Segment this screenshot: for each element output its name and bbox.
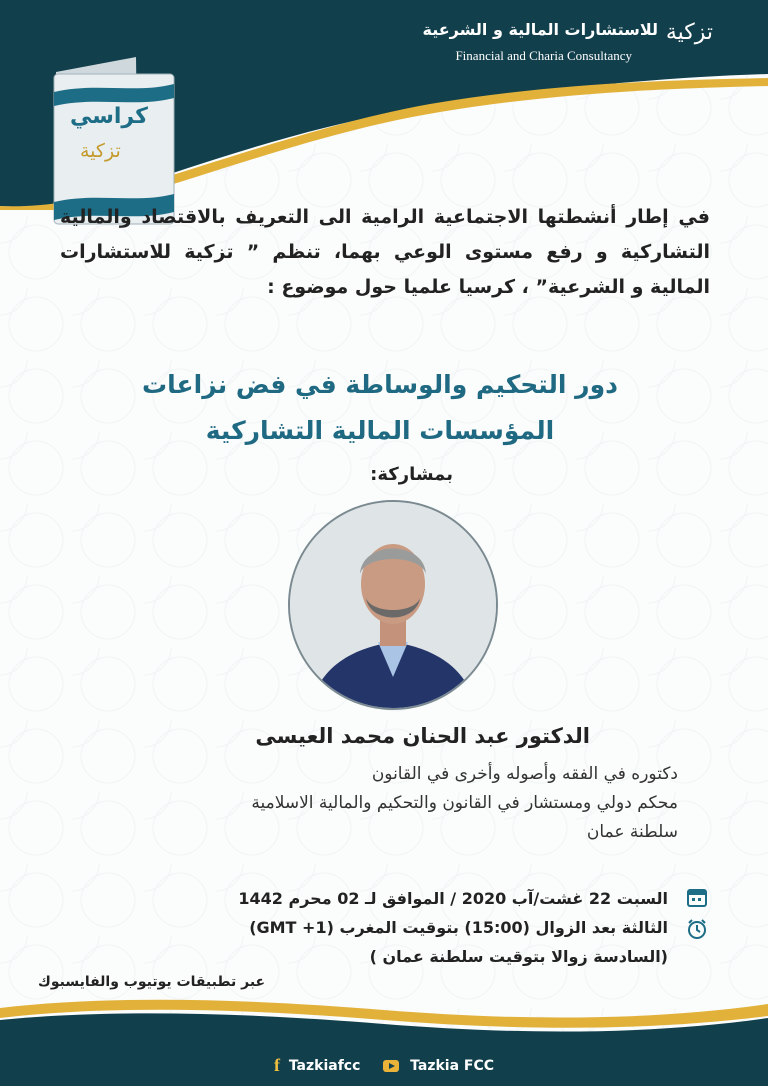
- alarm-clock-icon: [686, 918, 708, 940]
- event-time-oman: (السادسة زوالا بتوقيت سلطنة عمان ): [369, 947, 668, 966]
- youtube-icon[interactable]: [383, 1060, 399, 1072]
- book-subtitle: تزكية: [80, 140, 121, 162]
- topic-title: [80, 362, 680, 454]
- intro-paragraph: في إطار أنشطتها الاجتماعية الرامية الى التعريف بالاقتصاد والمالية التشاركية و رفع مستوى الوعي بهما، تنظم ” تزكية للاستشارات المالية و الشرعية” ، كرسيا علميا حول موضوع :: [60, 206, 710, 298]
- speaker-name: الدكتور عبد الحنان محمد العيسى: [255, 724, 590, 748]
- bio-line: محكم دولي ومستشار في القانون والتحكيم والمالية الاسلامية: [251, 793, 678, 813]
- speaker-photo: [288, 500, 498, 710]
- brand-arabic: للاستشارات المالية و الشرعية: [422, 20, 658, 39]
- book-title: كراسي: [70, 104, 148, 129]
- topic-line-2: المؤسسات المالية التشاركية: [205, 416, 555, 445]
- speaker-bio: [78, 760, 678, 847]
- broadcast-platforms: عبر تطبيقات يوتيوب والفايسبوك: [38, 974, 266, 990]
- youtube-handle[interactable]: Tazkia FCC: [410, 1057, 495, 1074]
- event-date: السبت 22 غشت/آب 2020 / الموافق لـ 02 محرم 1442: [238, 889, 668, 908]
- topic-line-1: دور التحكيم والوساطة في فض نزاعات: [142, 370, 618, 399]
- participation-label: بمشاركة:: [370, 464, 453, 485]
- calendar-icon: [686, 886, 708, 908]
- schedule: [108, 884, 668, 971]
- brand-english: Financial and Charia Consultancy: [455, 48, 632, 63]
- bio-line: سلطنة عمان: [586, 822, 678, 842]
- event-time: الثالثة بعد الزوال (15:00) بتوقيت المغرب (GMT +1): [249, 918, 668, 937]
- logo: تزكية: [665, 20, 713, 45]
- facebook-icon[interactable]: f: [273, 1055, 280, 1075]
- bio-line: دكتوره في الفقه وأصوله وأخرى في القانون: [371, 764, 678, 784]
- social-links: [0, 1055, 768, 1076]
- facebook-handle[interactable]: Tazkiafcc: [288, 1057, 361, 1074]
